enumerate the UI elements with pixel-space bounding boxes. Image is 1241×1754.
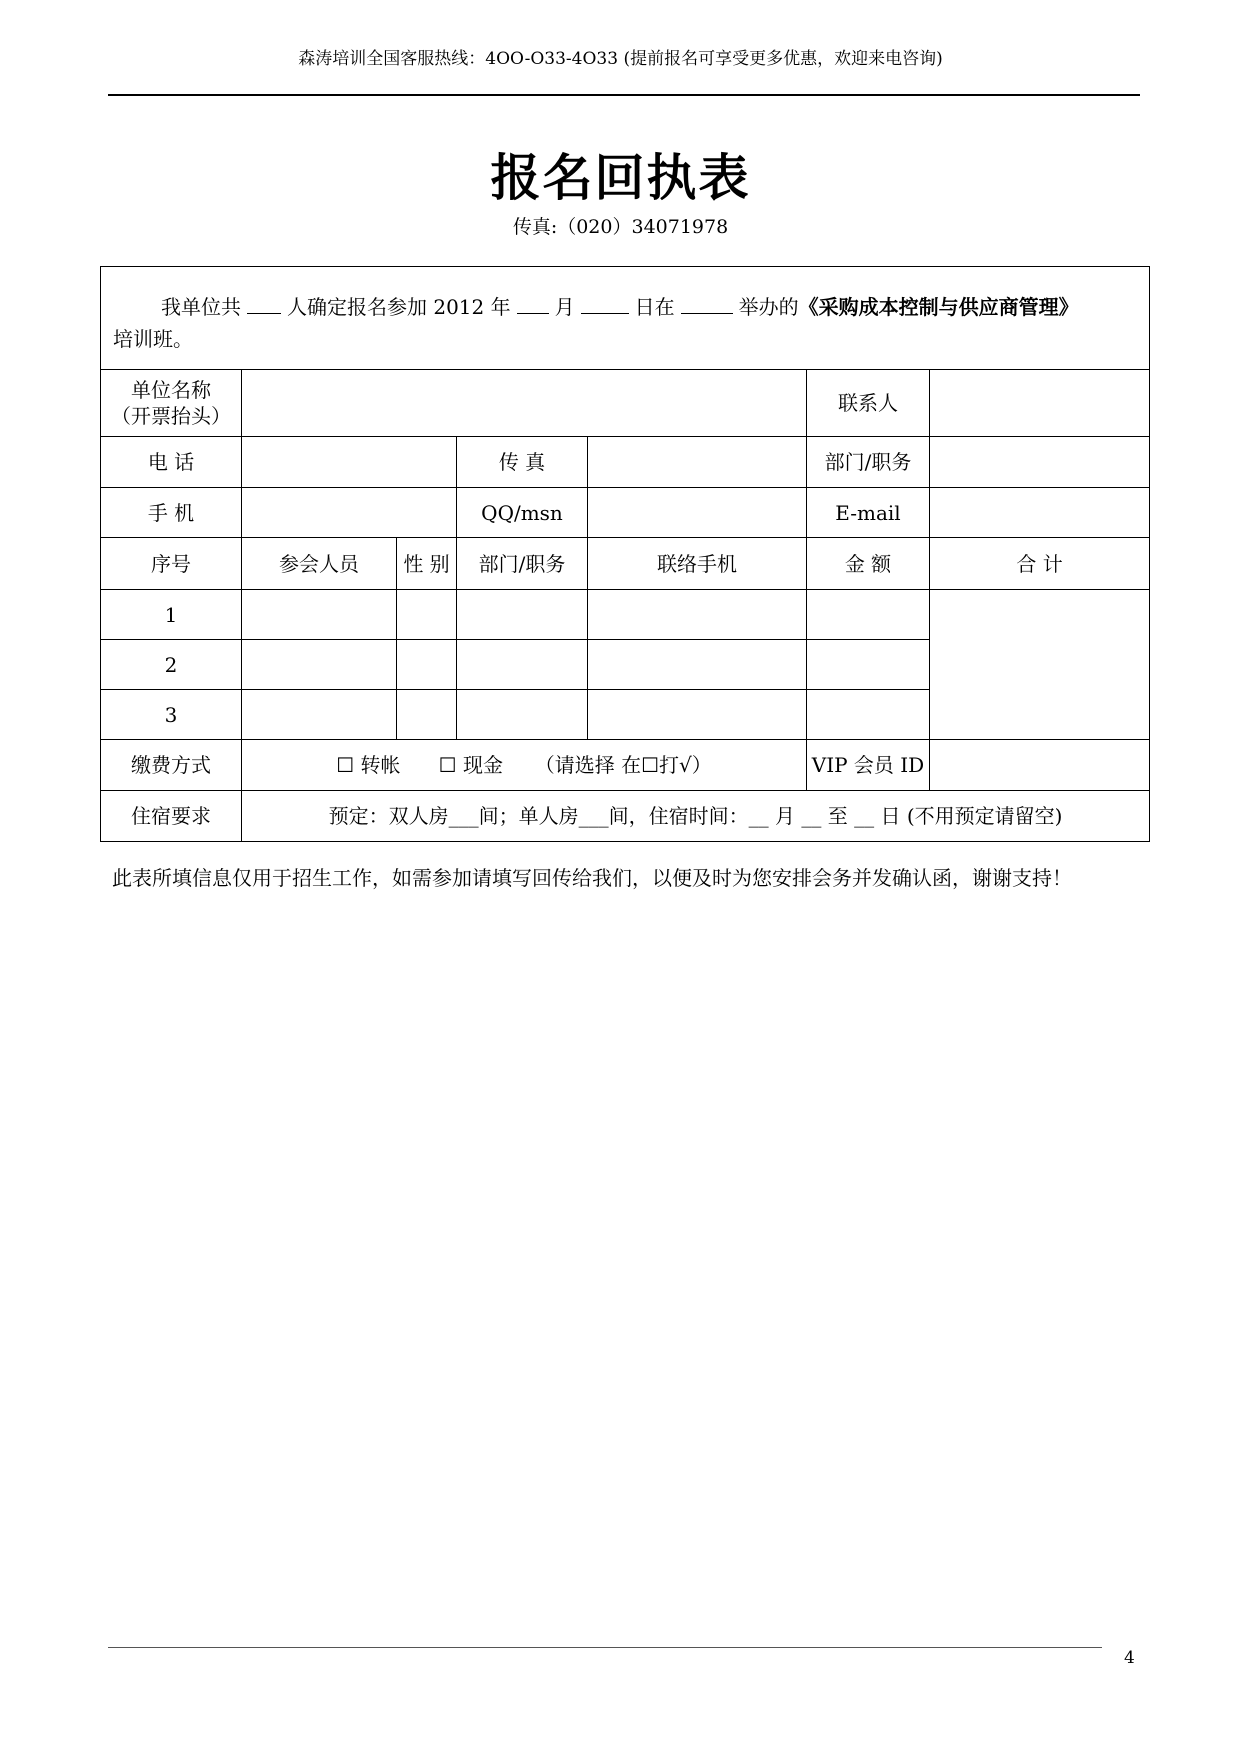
qq-field[interactable] bbox=[588, 488, 807, 538]
intro-text-5: 举办的 bbox=[738, 295, 799, 319]
attendee-gender-field[interactable] bbox=[397, 640, 457, 690]
row-number: 3 bbox=[101, 690, 242, 740]
form-title: 报名回执表 bbox=[490, 149, 751, 207]
attendee-name-field[interactable] bbox=[242, 690, 397, 740]
attendee-count-blank[interactable] bbox=[247, 293, 281, 314]
vip-field[interactable] bbox=[930, 740, 1150, 791]
payment-hint: （请选择 在☐打√） bbox=[534, 753, 712, 777]
company-label-text: 单位名称 bbox=[131, 378, 211, 402]
phone-label: 电 话 bbox=[101, 437, 242, 488]
dept-field[interactable] bbox=[930, 437, 1150, 488]
header-mobile: 联络手机 bbox=[588, 538, 807, 590]
intro-text-2: 人确定报名参加 2012 年 bbox=[287, 295, 511, 319]
contact-label: 联系人 bbox=[807, 370, 930, 437]
attendee-amount-field[interactable] bbox=[807, 640, 930, 690]
intro-statement bbox=[101, 267, 1150, 370]
footer-note: 此表所填信息仅用于招生工作，如需参加请填写回传给我们，以便及时为您安排会务并发确认函，谢谢支持！ bbox=[112, 866, 1072, 890]
fax-field[interactable] bbox=[588, 437, 807, 488]
intro-text-6: 培训班。 bbox=[113, 327, 193, 351]
email-label: E-mail bbox=[807, 488, 930, 538]
fax-label: 传 真 bbox=[457, 437, 588, 488]
day-blank[interactable] bbox=[581, 293, 629, 314]
attendee-amount-field[interactable] bbox=[807, 690, 930, 740]
attendee-dept-field[interactable] bbox=[457, 690, 588, 740]
phone-field[interactable] bbox=[242, 437, 457, 488]
intro-text-1: 我单位共 bbox=[161, 295, 241, 319]
registration-table bbox=[100, 266, 1150, 842]
header-rule bbox=[108, 94, 1140, 96]
total-field[interactable] bbox=[930, 590, 1150, 740]
mobile-field[interactable] bbox=[242, 488, 457, 538]
qq-label: QQ/msn bbox=[457, 488, 588, 538]
table-row bbox=[101, 590, 1150, 640]
header-amount: 金 额 bbox=[807, 538, 930, 590]
attendee-mobile-field[interactable] bbox=[588, 640, 807, 690]
attendee-name-field[interactable] bbox=[242, 590, 397, 640]
contact-field[interactable] bbox=[930, 370, 1150, 437]
intro-text-3: 月 bbox=[554, 295, 575, 319]
fax-number: 传真:（020）34071978 bbox=[512, 216, 729, 238]
payment-label: 缴费方式 bbox=[101, 740, 242, 791]
company-field[interactable] bbox=[242, 370, 807, 437]
payment-cash-option[interactable]: ☐ 现金 bbox=[438, 753, 503, 777]
lodging-details[interactable]: 预定：双人房___间；单人房___间，住宿时间：__ 月 __ 至 __ 日 (不用预定请留空) bbox=[242, 791, 1150, 842]
attendee-mobile-field[interactable] bbox=[588, 590, 807, 640]
header-dept: 部门/职务 bbox=[457, 538, 588, 590]
email-field[interactable] bbox=[930, 488, 1150, 538]
attendee-amount-field[interactable] bbox=[807, 590, 930, 640]
mobile-label: 手 机 bbox=[101, 488, 242, 538]
attendee-dept-field[interactable] bbox=[457, 590, 588, 640]
company-label bbox=[101, 370, 242, 437]
attendee-mobile-field[interactable] bbox=[588, 690, 807, 740]
city-blank[interactable] bbox=[681, 293, 733, 314]
page-number: 4 bbox=[1124, 1648, 1135, 1668]
header-attendee: 参会人员 bbox=[242, 538, 397, 590]
row-number: 1 bbox=[101, 590, 242, 640]
vip-label: VIP 会员 ID bbox=[807, 740, 930, 791]
header-total: 合 计 bbox=[930, 538, 1150, 590]
course-name: 《采购成本控制与供应商管理》 bbox=[798, 295, 1079, 319]
attendee-dept-field[interactable] bbox=[457, 640, 588, 690]
dept-label: 部门/职务 bbox=[807, 437, 930, 488]
header-hotline: 森涛培训全国客服热线：4OO-O33-4O33 (提前报名可享受更多优惠，欢迎来电咨询) bbox=[298, 49, 943, 69]
payment-options bbox=[242, 740, 807, 791]
header-gender: 性 别 bbox=[397, 538, 457, 590]
company-label-sub: （开票抬头） bbox=[111, 404, 231, 428]
payment-transfer-option[interactable]: ☐ 转帐 bbox=[336, 753, 401, 777]
intro-text-4: 日在 bbox=[634, 295, 675, 319]
attendee-name-field[interactable] bbox=[242, 640, 397, 690]
footer-rule bbox=[108, 1647, 1102, 1648]
lodging-label: 住宿要求 bbox=[101, 791, 242, 842]
attendee-gender-field[interactable] bbox=[397, 690, 457, 740]
month-blank[interactable] bbox=[517, 293, 549, 314]
header-seq: 序号 bbox=[101, 538, 242, 590]
row-number: 2 bbox=[101, 640, 242, 690]
attendee-gender-field[interactable] bbox=[397, 590, 457, 640]
